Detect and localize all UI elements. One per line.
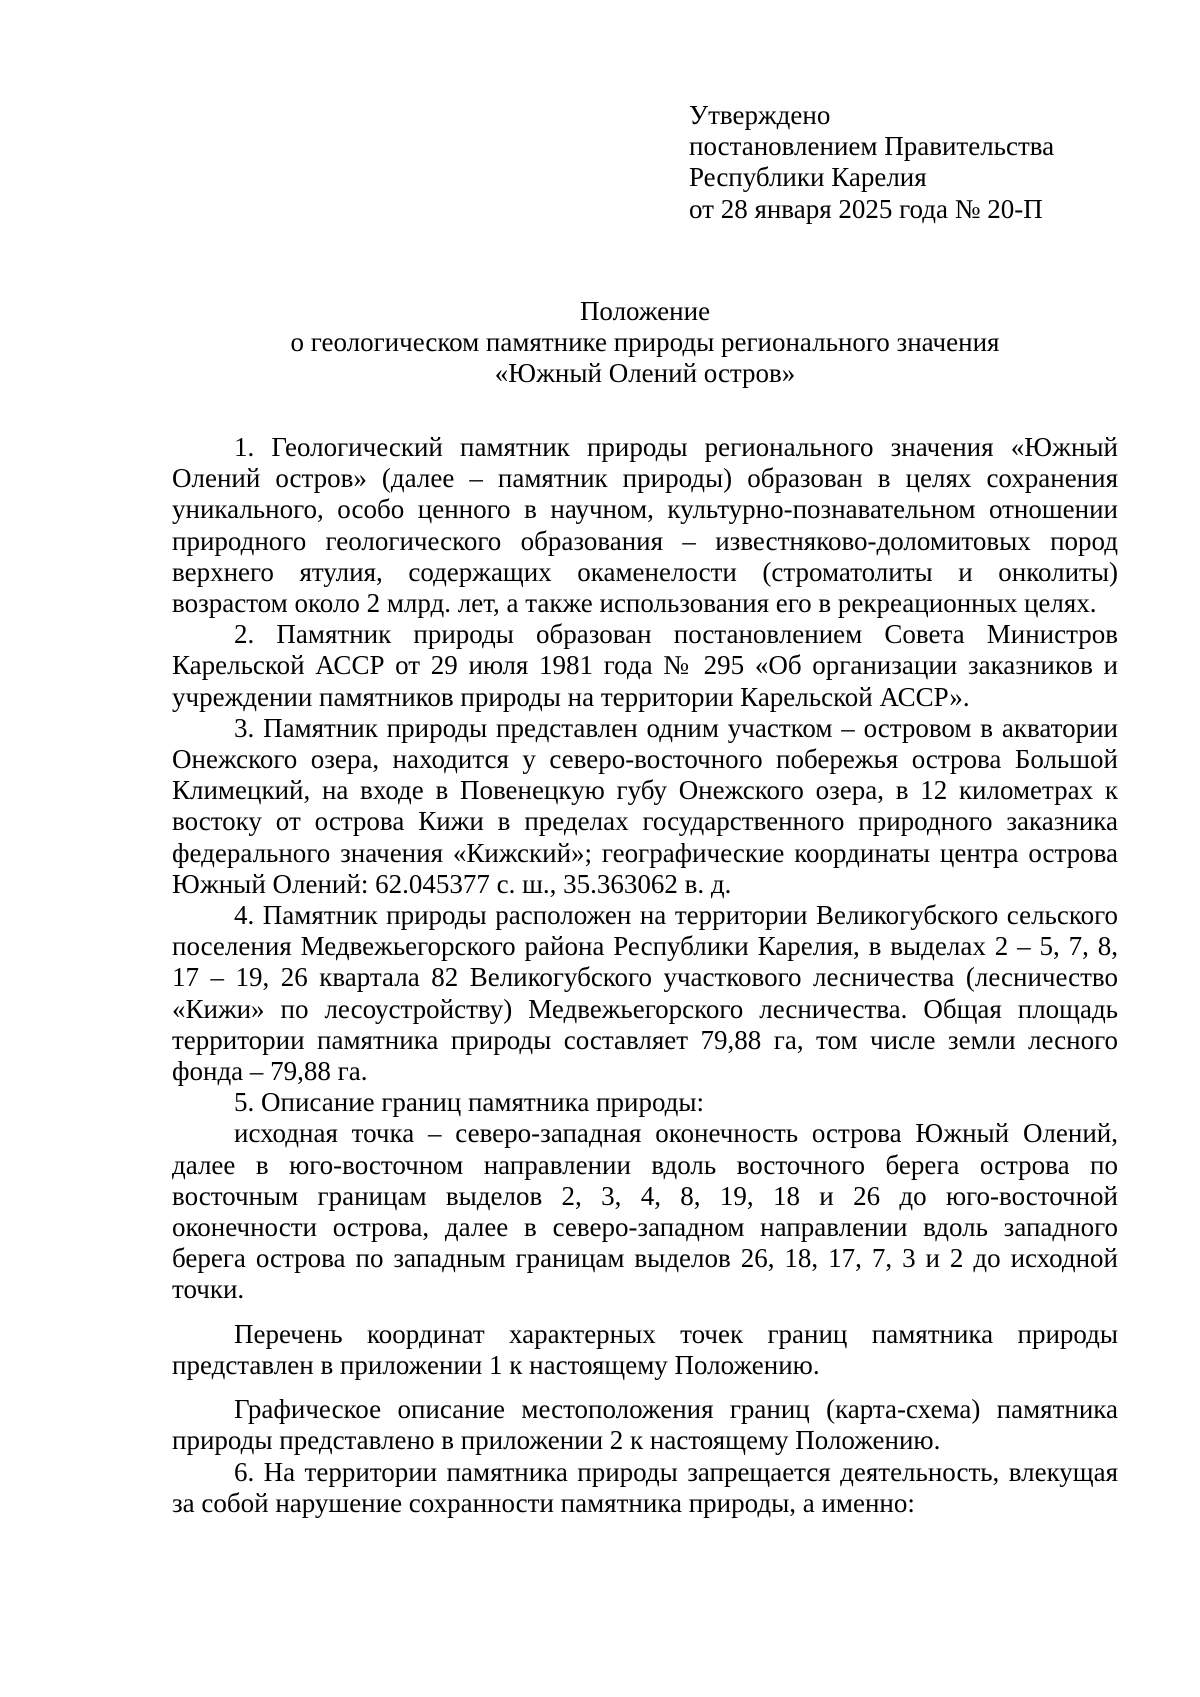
approval-stamp <box>689 100 1054 225</box>
document-body <box>172 432 1118 1519</box>
approval-line-republic: Республики Карелия <box>689 162 927 193</box>
title-line-3: «Южный Олений остров» <box>494 358 796 389</box>
approval-line-date-number: от 28 января 2025 года № 20-П <box>689 193 1043 224</box>
paragraph-5-coordinates-reference: Перечень координат характерных точек границ памятника природы представлен в приложении 1 к настоящему Положению. <box>172 1318 1118 1380</box>
paragraph-1-purpose: 1. Геологический памятник природы регионального значения «Южный Олений остров» (далее – памятник природы) образован в целях сохранения уникального, особо ценного в научном, культурно-познавательном отношении природного геологического образования – известняково-доломитовых пород верхнего ятулия, содержащих окаменелости (строматолиты и онколиты) возрастом около 2 млрд. лет, а также использования его в рекреационных целях. <box>172 432 1118 619</box>
approval-line-approved: Утверждено <box>689 100 831 130</box>
paragraph-4-territory: 4. Памятник природы расположен на территории Великогубского сельского поселения Медвежьегорского района Республики Карелия, в выделах 2 – 5, 7, 8, 17 – 19, 26 квартала 82 Великогубского участкового лесничества (лесничество «Кижи» по лесоустройству) Медвежьегорского лесничества. Общая площадь территории памятника природы составляет 79,88 га, том числе земли лесного фонда – 79,88 га. <box>172 900 1118 1087</box>
approval-line-resolution: постановлением Правительства <box>689 131 1055 162</box>
title-line-2: о геологическом памятнике природы регионального значения <box>290 327 1000 358</box>
title-line-1: Положение <box>579 296 711 326</box>
paragraph-5-map-reference: Графическое описание местоположения границ (карта-схема) памятника природы представлено в приложении 2 к настоящему Положению. <box>172 1394 1118 1456</box>
paragraph-3-location: 3. Памятник природы представлен одним участком – островом в акватории Онежского озера, находится у северо-восточного побережья острова Большой Климецкий, на входе в Повенецкую губу Онежского озера, в 12 километрах к востоку от острова Кижи в пределах государственного природного заказника федерального значения «Кижский»; географические координаты центра острова Южный Олений: 62.045377 с. ш., 35.363062 в. д. <box>172 712 1118 899</box>
paragraph-6-prohibitions: 6. На территории памятника природы запрещается деятельность, влекущая за собой нарушение сохранности памятника природы, а именно: <box>172 1456 1118 1518</box>
paragraph-2-establishment: 2. Памятник природы образован постановлением Совета Министров Карельской АССР от 29 июля 1981 года № 295 «Об организации заказников и учреждении памятников природы на территории Карельской АССР». <box>172 619 1118 712</box>
paragraph-5-boundary-description: исходная точка – северо-западная оконечность острова Южный Олений, далее в юго-восточном направлении вдоль восточного берега острова по восточным границам выделов 2, 3, 4, 8, 19, 18 и 26 до юго-восточной оконечности острова, далее в северо-западном направлении вдоль западного берега острова по западным границам выделов 26, 18, 17, 7, 3 и 2 до исходной точки. <box>172 1118 1118 1305</box>
document-title <box>172 296 1118 390</box>
paragraph-5-boundaries-heading: 5. Описание границ памятника природы: <box>234 1087 705 1118</box>
